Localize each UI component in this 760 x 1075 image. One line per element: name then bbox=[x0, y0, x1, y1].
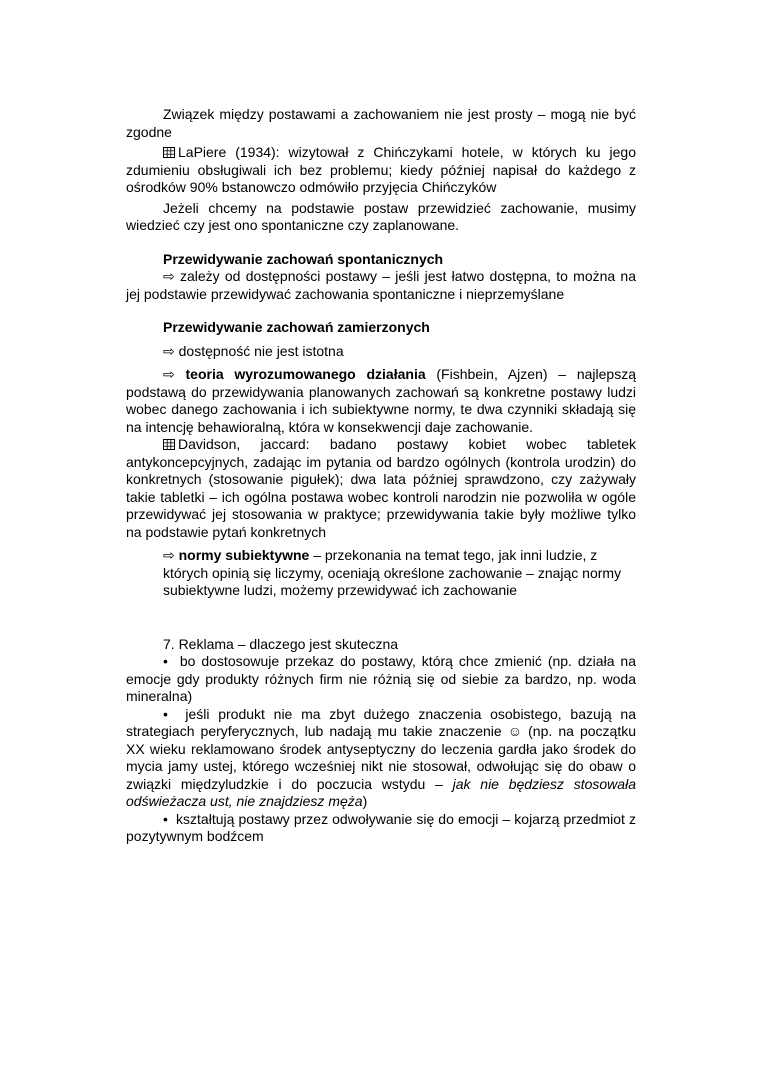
bullet-item-1: • bo dostosowuje przekaz do postawy, którą chce zmienić (np. działa na emocje gdy produkty różnych firm nie różnią się od siebie za bardzo, np. woda mineralna) bbox=[126, 653, 637, 704]
arrow-icon: ⇨ bbox=[163, 366, 175, 382]
paragraph-intro: Związek między postawami a zachowaniem nie jest prosty – mogą nie być zgodne bbox=[126, 106, 636, 140]
grid-icon bbox=[163, 439, 175, 450]
paragraph-davidson: Davidson, jaccard: badano postawy kobiet wobec tabletek antykoncepcyjnych, zadając im pytania od bardzo ogólnych (kontrola urodzin) do konkretnych (stosowanie pigułek); dwa lata później sprawdzono, czy zażywały takie tabletki – ich ogólna postawa wobec kontroli narodzin nie pozwoliła w ogóle przewidywać jej stosowania w praktyce; przewidywania takie były możliwe tylko na podstawie pytań konkretnych bbox=[126, 436, 636, 540]
bullet-icon: • bbox=[163, 705, 168, 722]
term-reasoned-action: teoria wyrozumowanego działania bbox=[185, 366, 426, 382]
section-title-advertising: 7. Reklama – dlaczego jest skuteczna bbox=[163, 635, 399, 652]
bullet-item-3: • kształtują postawy przez odwoływanie się do emocji – kojarzą przedmiot z pozytywnym bodźcem bbox=[126, 810, 637, 844]
advertising-slogan: jak nie będziesz stosowała odświeżacza ust, nie znajdziesz męża bbox=[126, 775, 636, 809]
arrow-icon: ⇨ bbox=[163, 342, 175, 359]
paragraph-subjective-norms: ⇨ normy subiektywne – przekonania na temat tego, jak inni ludzie, z których opinią się liczymy, oceniają określone zachowanie – znając normy subiektywne ludzi, możemy przewidywać ich zachowanie bbox=[163, 547, 622, 598]
smiley-icon: ☺ bbox=[507, 723, 523, 739]
bullet-item-2: • jeśli produkt nie ma zbyt dużego znaczenia osobistego, bazują na strategiach peryferycznych, lub nadają mu takie znaczenie ☺ (np. na początku XX wieku reklamowano środek antyseptyczny do leczenia gardła jako środek do mycia jamy ustej, którego wcześniej nikt nie stosował, odwołując się do obaw o związki międzyludzkie i do poczucia wstydu – jak nie będziesz stosowała odświeżacza ust, nie znajdziesz męża) bbox=[126, 705, 636, 809]
arrow-icon: ⇨ bbox=[163, 268, 175, 284]
paragraph-availability: ⇨ zależy od dostępności postawy – jeśli jest łatwo dostępna, to można na jej podstawie przewidywać zachowania spontaniczne i nieprzemyślane bbox=[126, 268, 636, 302]
arrow-icon: ⇨ bbox=[163, 547, 175, 563]
paragraph-availability-irrelevant: ⇨ dostępność nie jest istotna bbox=[163, 342, 344, 359]
document-page bbox=[126, 106, 636, 846]
bullet-icon: • bbox=[163, 810, 168, 827]
heading-spontaneous: Przewidywanie zachowań spontanicznych bbox=[163, 250, 444, 267]
paragraph-prediction: Jeżeli chcemy na podstawie postaw przewidzieć zachowanie, musimy wiedzieć czy jest ono spontaniczne czy zaplanowane. bbox=[126, 199, 636, 233]
paragraph-lapiere bbox=[126, 144, 636, 197]
bullet-icon: • bbox=[163, 653, 168, 669]
paragraph-lapiere-text: LaPiere (1934): wizytował z Chińczykami hotele, w których ku jego zdumieniu obsługiwali ich bez problemu; kiedy później napisał do każdego z ośrodków 90% bstanowczo odmówiło przyjęcia Chińczyków bbox=[126, 144, 636, 195]
term-subjective-norms: normy subiektywne bbox=[178, 547, 310, 563]
paragraph-reasoned-action: ⇨ teoria wyrozumowanego działania (Fishbein, Ajzen) – najlepszą podstawą do przewidywania planowanych zachowań są konkretne postawy ludzi wobec danego zachowania i ich subiektywne normy, te dwa czynniki składają się na intencję behawioralną, która w konsekwencji daje zachowanie. bbox=[126, 366, 636, 435]
heading-planned: Przewidywanie zachowań zamierzonych bbox=[163, 319, 430, 335]
grid-icon bbox=[163, 147, 175, 158]
